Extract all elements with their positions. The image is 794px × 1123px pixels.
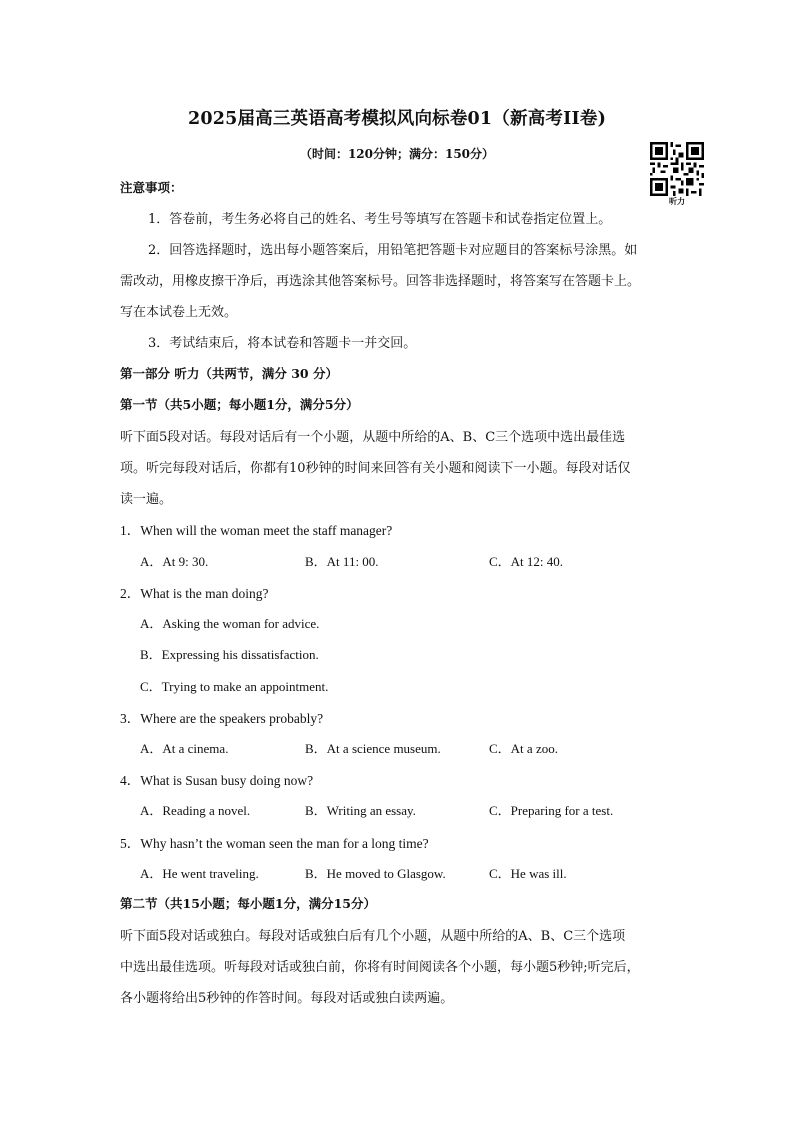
qr-label: 听力	[669, 196, 685, 206]
question-3: 3．Where are the speakers probably?	[120, 711, 324, 726]
notice-item-2-end: 写在本试卷上无效。	[120, 305, 238, 320]
q3-option-b: B．At a science museum.	[305, 741, 441, 756]
section1-heading: 第一节（共5小题；每小题1分，满分5分）	[120, 397, 359, 412]
section2-instructions-2: 中选出最佳选项。听每段对话或独白前，你将有时间阅读各个小题，每小题5秒钟;听完后，	[120, 960, 640, 975]
section1-instructions-2: 项。听完每段对话后，你都有10秒钟的时间来回答有关小题和阅读下一小题。每段对话仅	[120, 461, 631, 476]
notice-item-1: 1．答卷前，考生务必将自己的姓名、考生号等填写在答题卡和试卷指定位置上。	[148, 212, 612, 227]
q3-option-a: A．At a cinema.	[140, 741, 229, 756]
q5-option-a: A．He went traveling.	[140, 866, 259, 881]
q1-option-b: B．At 11: 00.	[305, 554, 379, 569]
q3-option-c: C．At a zoo.	[489, 741, 558, 756]
qr-code-icon[interactable]	[650, 142, 704, 196]
notice-item-2: 2．回答选择题时，选出每小题答案后，用铅笔把答题卡对应题目的答案标号涂黑。如	[148, 243, 638, 258]
part1-heading: 第一部分 听力（共两节，满分 30 分）	[120, 366, 338, 381]
q5-option-b: B．He moved to Glasgow.	[305, 866, 446, 881]
question-4: 4．What is Susan busy doing now?	[120, 773, 314, 788]
section1-instructions-3: 读一遍。	[120, 492, 173, 507]
notice-heading: 注意事项：	[120, 180, 183, 195]
question-5: 5．Why hasn’t the woman seen the man for a long time?	[120, 836, 429, 851]
section1-instructions-1: 听下面5段对话。每段对话后有一个小题，从题中所给的A、B、C三个选项中选出最佳选	[120, 430, 626, 445]
exam-subtitle: （时间：120分钟；满分：150分）	[299, 147, 495, 161]
q2-option-c: C．Trying to make an appointment.	[140, 679, 329, 694]
q4-option-a: A．Reading a novel.	[140, 803, 251, 818]
q4-option-c: C．Preparing for a test.	[489, 803, 614, 818]
q1-option-c: C．At 12: 40.	[489, 554, 564, 569]
question-2: 2．What is the man doing?	[120, 586, 269, 601]
q2-option-a: A．Asking the woman for advice.	[140, 616, 320, 631]
section2-heading: 第二节（共15小题；每小题1分，满分15分）	[120, 896, 376, 911]
q5-option-c: C．He was ill.	[489, 866, 567, 881]
q2-option-b: B．Expressing his dissatisfaction.	[140, 647, 319, 662]
exam-title: 2025届高三英语高考模拟风向标卷01（新高考II卷)	[187, 109, 607, 129]
q4-option-b: B．Writing an essay.	[305, 803, 416, 818]
q1-option-a: A．At 9: 30.	[140, 554, 209, 569]
notice-item-3: 3．考试结束后，将本试卷和答题卡一并交回。	[148, 336, 417, 351]
section2-instructions-1: 听下面5段对话或独白。每段对话或独白后有几个小题，从题中所给的A、B、C三个选项	[120, 929, 626, 944]
question-1: 1．When will the woman meet the staff manager?	[120, 523, 393, 538]
notice-item-2-cont: 需改动，用橡皮擦干净后，再选涂其他答案标号。回答非选择题时，将答案写在答题卡上。	[120, 274, 641, 289]
section2-instructions-3: 各小题将给出5秒钟的作答时间。每段对话或独白读两遍。	[120, 991, 454, 1006]
